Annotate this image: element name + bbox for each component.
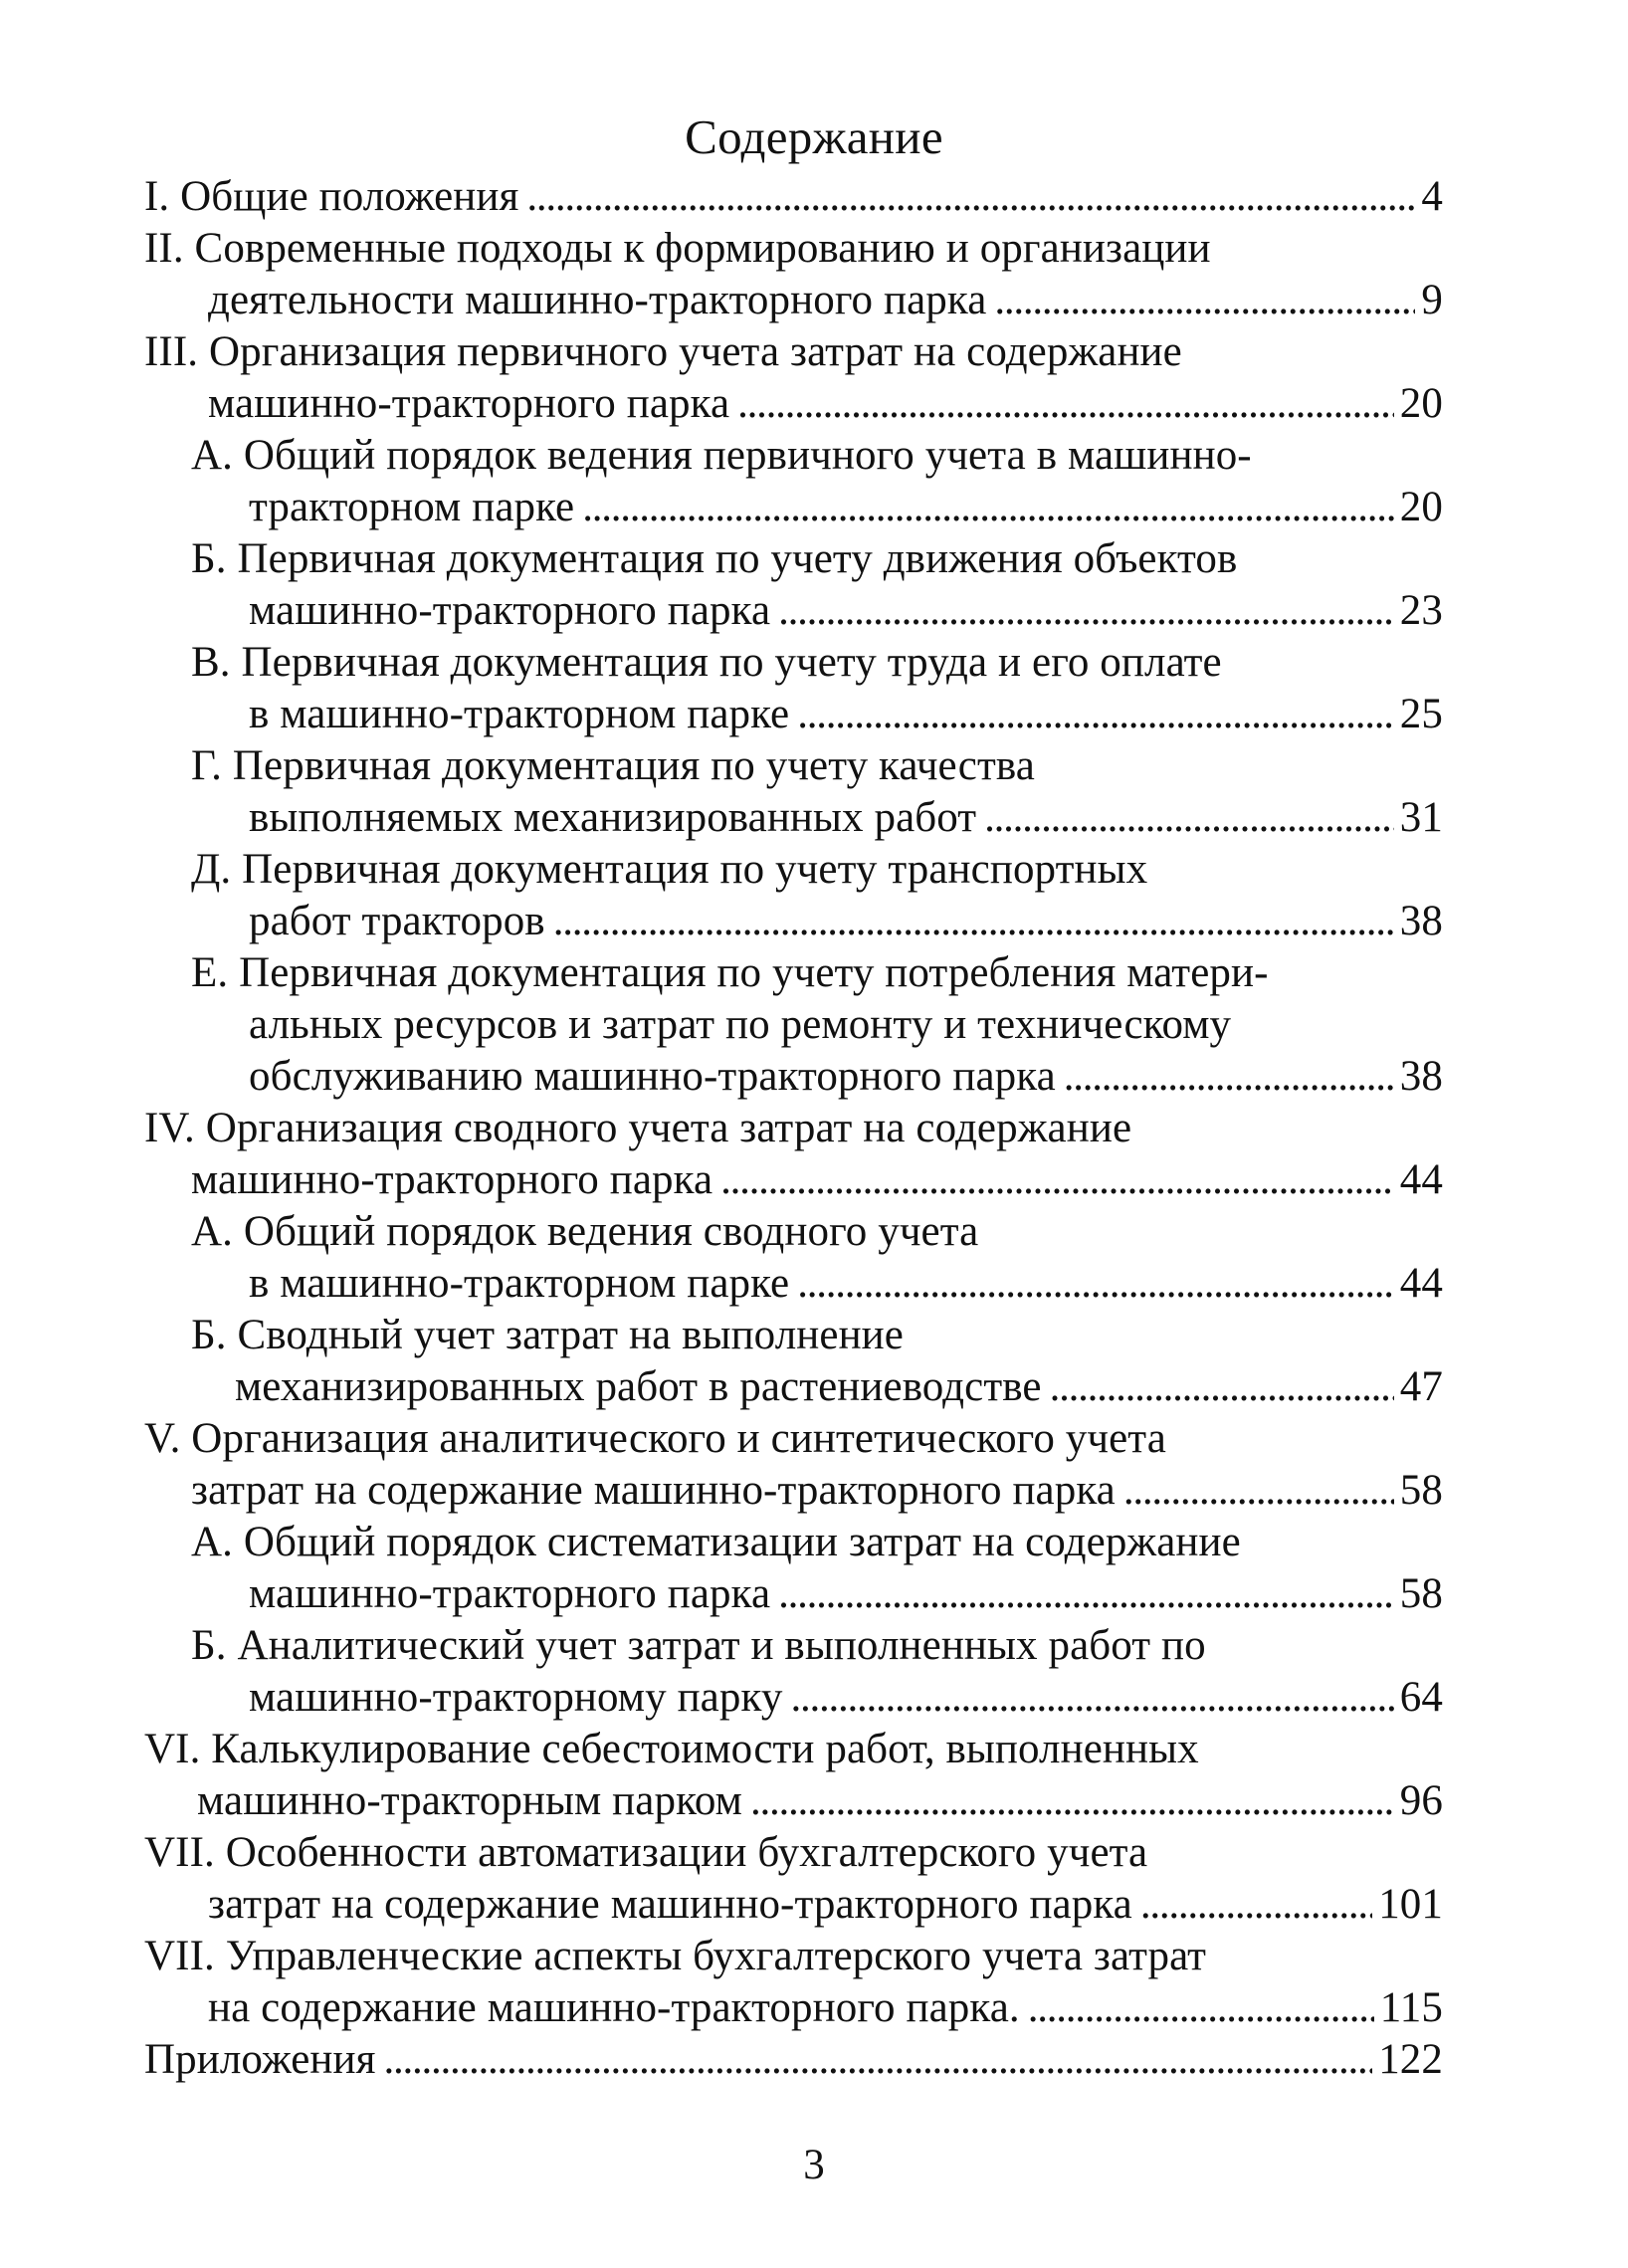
toc-entry-text: машинно-тракторного парка xyxy=(208,380,730,427)
toc-entry[interactable] xyxy=(249,1047,1443,1107)
toc-entry-text: обслуживанию машинно-тракторного парка xyxy=(249,1053,1056,1100)
toc-entry-text: тракторном парке xyxy=(249,484,575,530)
dot-leader xyxy=(1140,1875,1372,1935)
toc-entry[interactable] xyxy=(249,788,1443,848)
toc-entry-page: 31 xyxy=(1399,794,1443,841)
toc-entry-page: 44 xyxy=(1399,1156,1443,1203)
toc-entry[interactable] xyxy=(197,1771,1443,1831)
toc-entry[interactable] xyxy=(191,1150,1443,1210)
dot-leader xyxy=(778,581,1394,641)
toc-entry-text: машинно-тракторным парком xyxy=(197,1777,742,1824)
toc-entry-page: 122 xyxy=(1378,2036,1443,2083)
toc-entry-text: работ тракторов xyxy=(249,898,545,944)
toc-entry-text: в машинно-тракторном парке xyxy=(249,691,790,737)
toc-entry-heading-line[interactable]: А. Общий порядок ведения сводного учета xyxy=(191,1208,979,1255)
toc-entry[interactable] xyxy=(144,167,1443,227)
dot-leader xyxy=(553,892,1394,951)
toc-entry-heading-line[interactable]: Г. Первичная документация по учету качества xyxy=(191,742,1035,789)
dot-leader xyxy=(582,478,1394,537)
page-number: 3 xyxy=(803,2142,825,2188)
toc-entry-heading-line[interactable]: II. Современные подходы к формированию и организации xyxy=(144,225,1211,272)
dot-leader xyxy=(1123,1461,1394,1521)
toc-entry[interactable] xyxy=(208,374,1443,434)
dot-leader xyxy=(526,167,1415,227)
toc-entry-page: 101 xyxy=(1378,1881,1443,1928)
toc-entry-heading-line[interactable]: Д. Первичная документация по учету транспортных xyxy=(191,846,1148,893)
toc-entry-text: механизированных работ в растениеводстве xyxy=(235,1363,1042,1410)
toc-entry[interactable] xyxy=(249,1564,1443,1624)
dot-leader xyxy=(984,788,1394,848)
toc-entry[interactable] xyxy=(235,1357,1443,1417)
toc-entry[interactable] xyxy=(249,685,1443,744)
toc-entry-page: 23 xyxy=(1399,587,1443,634)
toc-entry-page: 38 xyxy=(1399,898,1443,944)
toc-entry-page: 20 xyxy=(1399,484,1443,530)
toc-entry[interactable] xyxy=(208,1978,1443,2038)
toc-entry[interactable] xyxy=(191,1461,1443,1521)
toc-entry[interactable] xyxy=(249,892,1443,951)
dot-leader xyxy=(383,2030,1372,2090)
toc-entry-page: 58 xyxy=(1399,1467,1443,1514)
toc-entry-text: затрат на содержание машинно-тракторного парка xyxy=(191,1467,1116,1514)
toc-entry-page: 47 xyxy=(1399,1363,1443,1410)
toc-entry-heading-line[interactable]: VII. Управленческие аспекты бухгалтерского учета затрат xyxy=(144,1933,1207,1979)
dot-leader xyxy=(750,1771,1394,1831)
toc-entry[interactable] xyxy=(144,2030,1443,2090)
toc-entry[interactable] xyxy=(249,1668,1443,1728)
toc-entry-page: 38 xyxy=(1399,1053,1443,1100)
toc-entry[interactable] xyxy=(208,1875,1443,1935)
toc-entry-text: Приложения xyxy=(144,2036,376,2083)
toc-entry-heading-line[interactable]: Б. Аналитический учет затрат и выполненных работ по xyxy=(191,1622,1206,1669)
toc-entry-page: 96 xyxy=(1399,1777,1443,1824)
toc-entry-heading-line[interactable]: Б. Первичная документация по учету движения объектов xyxy=(191,535,1238,582)
toc-entry-text: машинно-тракторному парку xyxy=(249,1674,783,1721)
toc-entry-text: на содержание машинно-тракторного парка. xyxy=(208,1984,1020,2031)
toc-entry[interactable] xyxy=(249,478,1443,537)
toc-entry-page: 44 xyxy=(1399,1260,1443,1307)
dot-leader xyxy=(790,1668,1393,1728)
toc-entry[interactable] xyxy=(249,581,1443,641)
toc-entry-heading-line[interactable]: альных ресурсов и затрат по ремонту и техническому xyxy=(249,1001,1232,1048)
toc-entry-heading-line[interactable]: А. Общий порядок систематизации затрат на содержание xyxy=(191,1519,1241,1565)
toc-entry[interactable] xyxy=(208,271,1443,330)
toc-entry-heading-line[interactable]: VII. Особенности автоматизации бухгалтерского учета xyxy=(144,1829,1148,1876)
toc-entry-heading-line[interactable]: III. Организация первичного учета затрат на содержание xyxy=(144,328,1182,375)
dot-leader xyxy=(778,1564,1394,1624)
toc-entry-page: 4 xyxy=(1421,173,1443,220)
toc-entry-page: 115 xyxy=(1379,1984,1443,2031)
toc-entry-text: машинно-тракторного парка xyxy=(191,1156,713,1203)
dot-leader xyxy=(1028,1978,1374,2038)
toc-entry-page: 58 xyxy=(1399,1570,1443,1617)
toc-entry-text: I. Общие положения xyxy=(144,173,519,220)
page-title: Содержание xyxy=(685,109,943,164)
toc-entry-text: деятельности машинно-тракторного парка xyxy=(208,277,987,323)
dot-leader xyxy=(994,271,1415,330)
dot-leader xyxy=(737,374,1394,434)
toc-entry-heading-line[interactable]: В. Первичная документация по учету труда и его оплате xyxy=(191,639,1222,686)
toc-entry-page: 9 xyxy=(1421,277,1443,323)
toc-entry-heading-line[interactable]: VI. Калькулирование себестоимости работ, выполненных xyxy=(144,1726,1199,1772)
toc-entry-page: 25 xyxy=(1399,691,1443,737)
dot-leader xyxy=(1050,1357,1394,1417)
toc-entry-text: в машинно-тракторном парке xyxy=(249,1260,790,1307)
toc-entry-text: выполняемых механизированных работ xyxy=(249,794,977,841)
toc-entry-page: 20 xyxy=(1399,380,1443,427)
toc-entry[interactable] xyxy=(249,1254,1443,1314)
toc-entry-text: затрат на содержание машинно-тракторного парка xyxy=(208,1881,1132,1928)
toc-entry-heading-line[interactable]: А. Общий порядок ведения первичного учета в машинно- xyxy=(191,432,1252,479)
dot-leader xyxy=(797,1254,1394,1314)
toc-entry-text: машинно-тракторного парка xyxy=(249,1570,771,1617)
toc-entry-heading-line[interactable]: Б. Сводный учет затрат на выполнение xyxy=(191,1312,904,1358)
dot-leader xyxy=(1064,1047,1394,1107)
dot-leader xyxy=(720,1150,1394,1210)
toc-entry-heading-line[interactable]: Е. Первичная документация по учету потребления матери- xyxy=(191,949,1269,996)
dot-leader xyxy=(797,685,1394,744)
toc-entry-text: машинно-тракторного парка xyxy=(249,587,771,634)
toc-entry-heading-line[interactable]: V. Организация аналитического и синтетического учета xyxy=(144,1415,1166,1462)
toc-entry-heading-line[interactable]: IV. Организация сводного учета затрат на содержание xyxy=(144,1105,1132,1151)
toc-entry-page: 64 xyxy=(1399,1674,1443,1721)
